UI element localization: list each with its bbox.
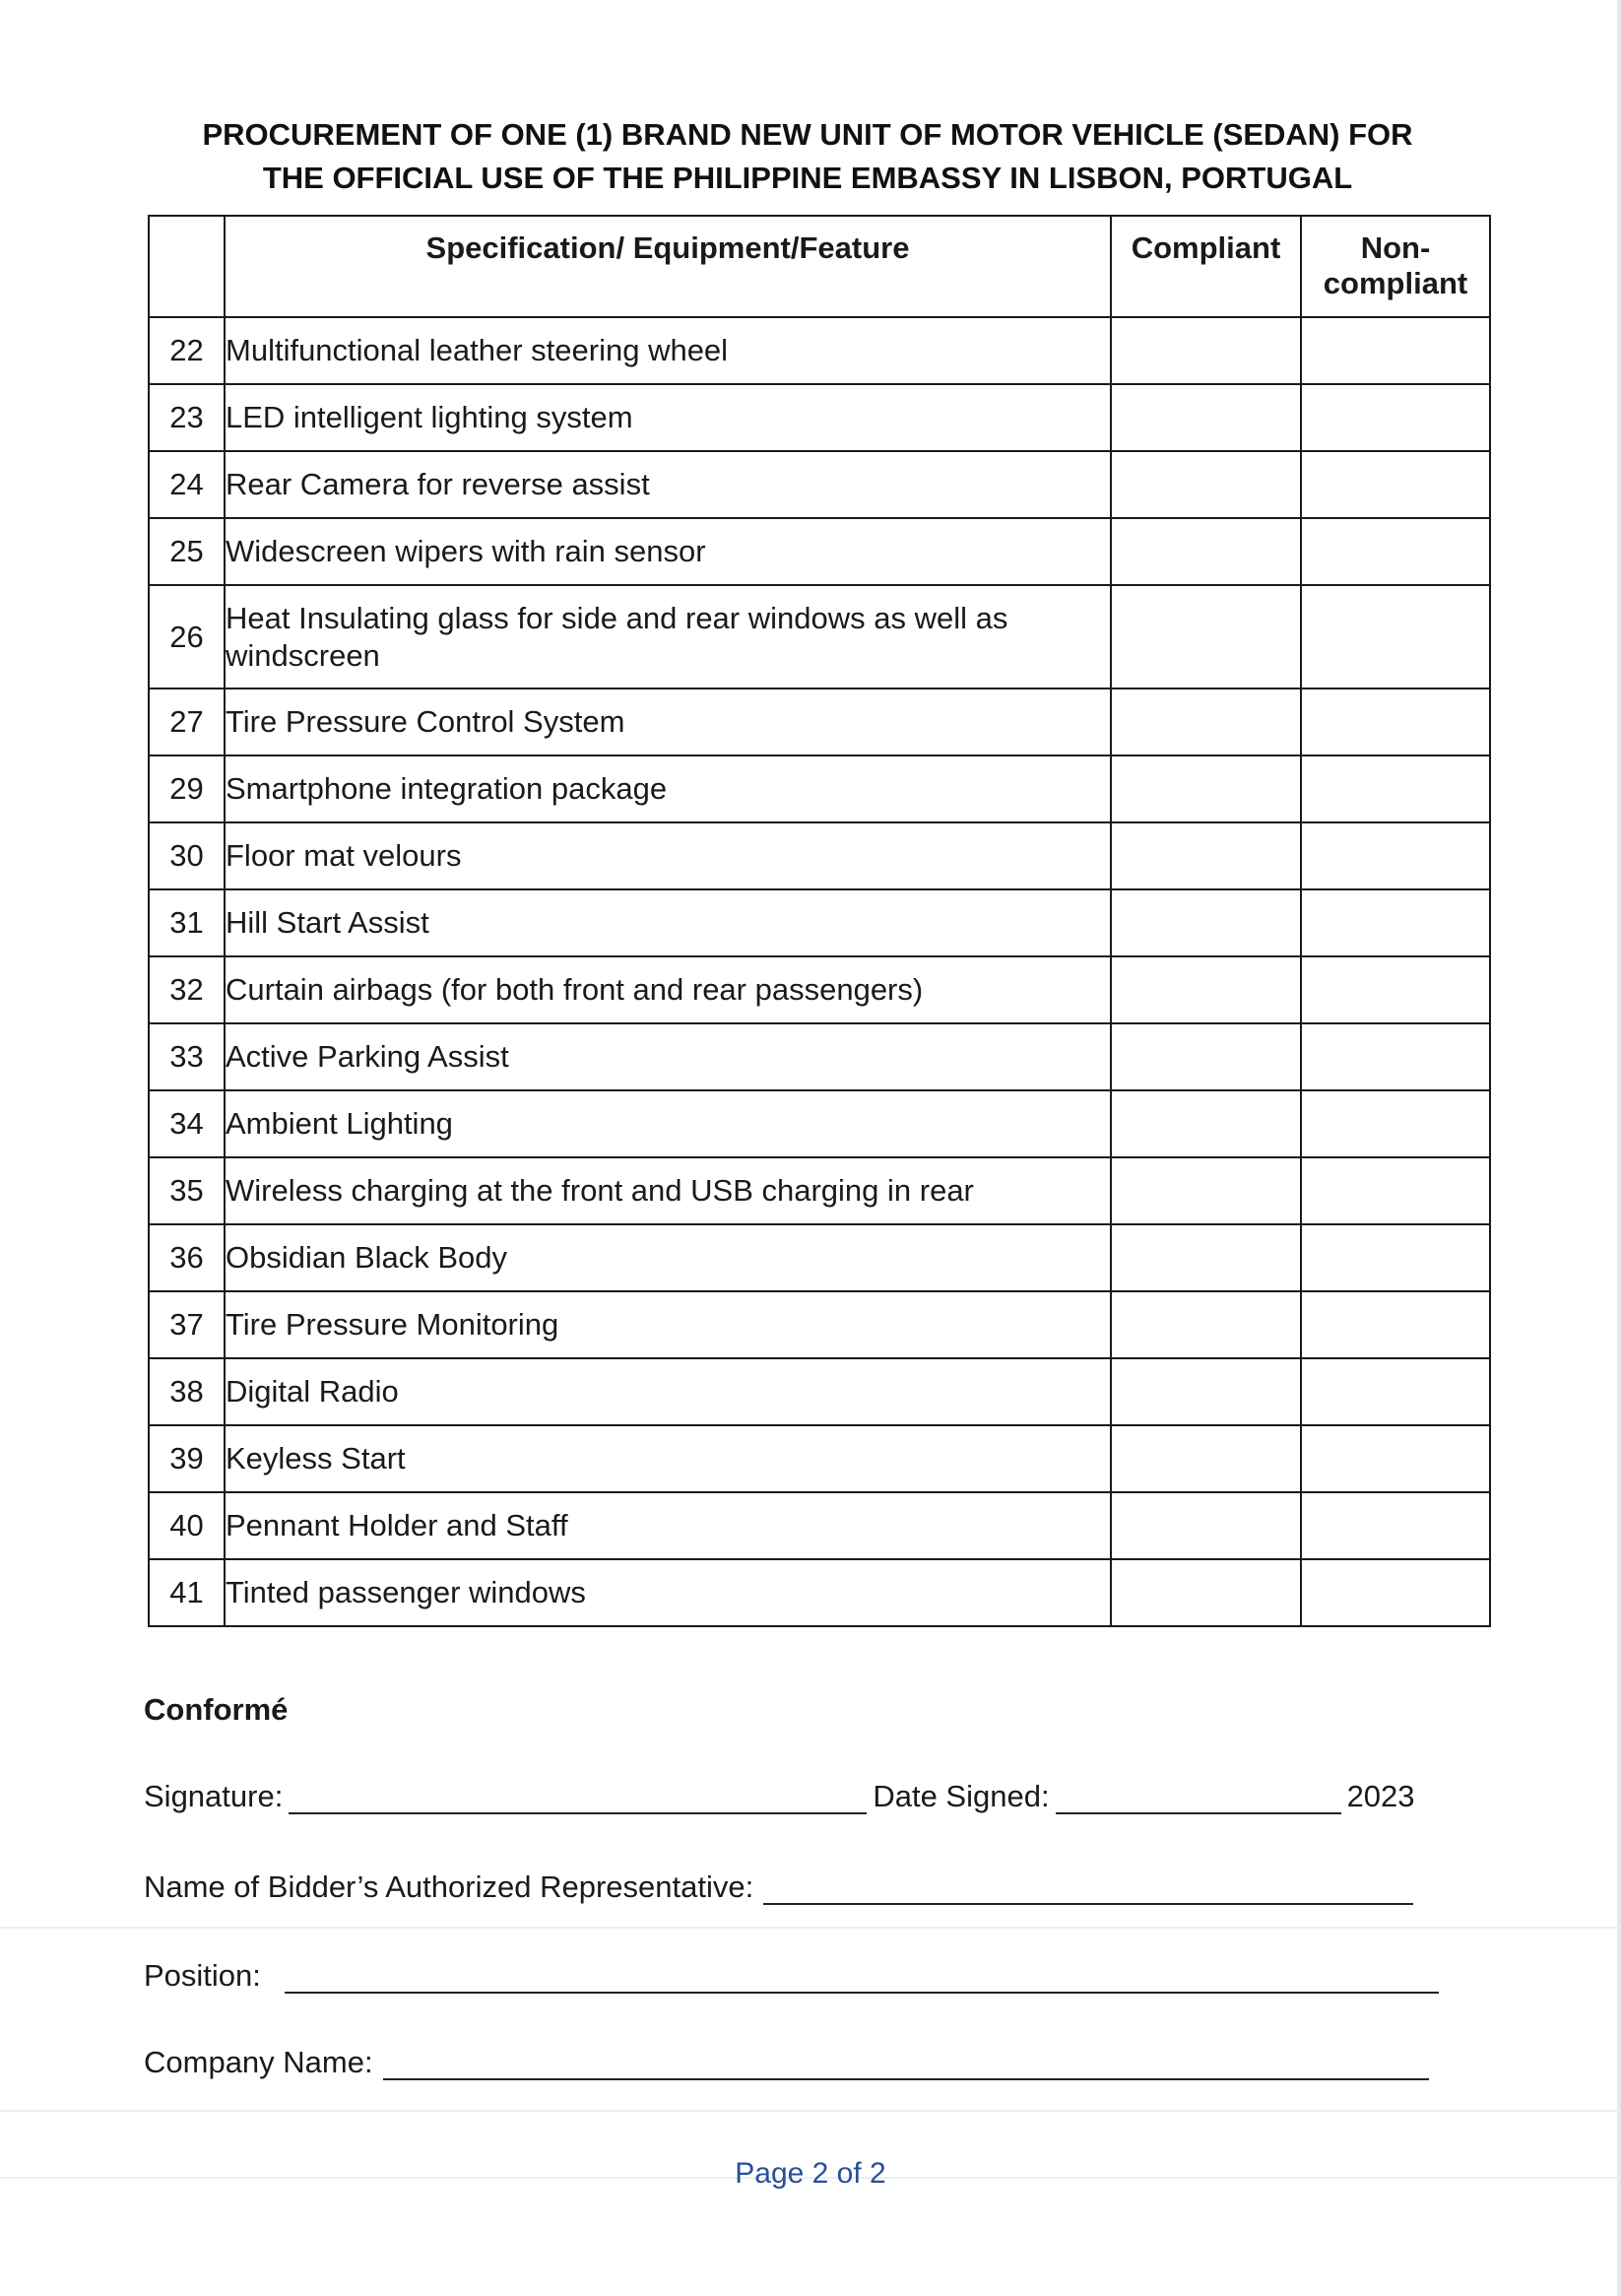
document-title	[138, 113, 1477, 200]
compliant-checkbox-cell[interactable]	[1111, 317, 1301, 384]
table-row	[149, 384, 1490, 451]
table-row	[149, 822, 1490, 889]
row-specification: Smartphone integration package	[225, 755, 1111, 822]
non-compliant-checkbox-cell[interactable]	[1301, 1157, 1490, 1224]
scan-line	[0, 1927, 1621, 1929]
table-row	[149, 585, 1490, 689]
non-compliant-checkbox-cell[interactable]	[1301, 689, 1490, 755]
row-specification: Multifunctional leather steering wheel	[225, 317, 1111, 384]
non-compliant-checkbox-cell[interactable]	[1301, 1224, 1490, 1291]
non-compliant-checkbox-cell[interactable]	[1301, 1559, 1490, 1626]
signature-row	[144, 1779, 1415, 1814]
representative-field[interactable]	[763, 1877, 1413, 1905]
table-row	[149, 317, 1490, 384]
title-line-1: PROCUREMENT OF ONE (1) BRAND NEW UNIT OF MOTOR VEHICLE (SEDAN) FOR	[202, 117, 1413, 152]
non-compliant-checkbox-cell[interactable]	[1301, 451, 1490, 518]
table-header-row	[149, 216, 1490, 317]
row-specification: Heat Insulating glass for side and rear windows as well as windscreen	[225, 585, 1111, 689]
compliant-checkbox-cell[interactable]	[1111, 1358, 1301, 1425]
row-specification: Tire Pressure Control System	[225, 689, 1111, 755]
non-compliant-checkbox-cell[interactable]	[1301, 1425, 1490, 1492]
row-specification: Curtain airbags (for both front and rear passengers)	[225, 956, 1111, 1023]
table-row	[149, 451, 1490, 518]
table-row	[149, 1492, 1490, 1559]
table-row	[149, 1157, 1490, 1224]
row-number: 40	[149, 1492, 225, 1559]
table-row	[149, 1090, 1490, 1157]
signature-label: Signature:	[144, 1779, 284, 1813]
non-compliant-checkbox-cell[interactable]	[1301, 1090, 1490, 1157]
date-signed-field[interactable]	[1056, 1787, 1341, 1814]
year-text: 2023	[1346, 1779, 1415, 1813]
compliant-checkbox-cell[interactable]	[1111, 1023, 1301, 1090]
position-row	[144, 1958, 1445, 1994]
compliant-checkbox-cell[interactable]	[1111, 956, 1301, 1023]
page-number: Page 2 of 2	[735, 2157, 886, 2190]
row-specification: Pennant Holder and Staff	[225, 1492, 1111, 1559]
row-specification: Ambient Lighting	[225, 1090, 1111, 1157]
position-label: Position:	[144, 1958, 261, 1993]
non-compliant-checkbox-cell[interactable]	[1301, 1492, 1490, 1559]
non-compliant-checkbox-cell[interactable]	[1301, 1291, 1490, 1358]
compliant-checkbox-cell[interactable]	[1111, 585, 1301, 689]
compliant-checkbox-cell[interactable]	[1111, 1492, 1301, 1559]
table-row	[149, 889, 1490, 956]
non-compliant-checkbox-cell[interactable]	[1301, 384, 1490, 451]
row-specification: Tinted passenger windows	[225, 1559, 1111, 1626]
row-number: 25	[149, 518, 225, 585]
title-line-2: THE OFFICIAL USE OF THE PHILIPPINE EMBASSY IN LISBON, PORTUGAL	[262, 161, 1353, 195]
row-number: 24	[149, 451, 225, 518]
row-number: 41	[149, 1559, 225, 1626]
row-number: 37	[149, 1291, 225, 1358]
compliant-checkbox-cell[interactable]	[1111, 822, 1301, 889]
row-number: 30	[149, 822, 225, 889]
representative-label: Name of Bidder’s Authorized Representative:	[144, 1870, 754, 1904]
header-number	[149, 216, 225, 317]
non-compliant-checkbox-cell[interactable]	[1301, 956, 1490, 1023]
row-specification: Floor mat velours	[225, 822, 1111, 889]
date-signed-label: Date Signed:	[873, 1779, 1050, 1813]
compliant-checkbox-cell[interactable]	[1111, 689, 1301, 755]
row-specification: Tire Pressure Monitoring	[225, 1291, 1111, 1358]
row-number: 32	[149, 956, 225, 1023]
compliant-checkbox-cell[interactable]	[1111, 755, 1301, 822]
row-number: 33	[149, 1023, 225, 1090]
row-number: 34	[149, 1090, 225, 1157]
compliant-checkbox-cell[interactable]	[1111, 384, 1301, 451]
page-edge	[1617, 0, 1621, 2296]
row-specification: Obsidian Black Body	[225, 1224, 1111, 1291]
row-number: 31	[149, 889, 225, 956]
compliant-checkbox-cell[interactable]	[1111, 518, 1301, 585]
non-compliant-checkbox-cell[interactable]	[1301, 889, 1490, 956]
row-number: 26	[149, 585, 225, 689]
scan-line	[0, 2110, 1621, 2112]
row-number: 22	[149, 317, 225, 384]
row-number: 39	[149, 1425, 225, 1492]
table-row	[149, 1023, 1490, 1090]
row-specification: Widescreen wipers with rain sensor	[225, 518, 1111, 585]
header-compliant: Compliant	[1111, 216, 1301, 317]
non-compliant-checkbox-cell[interactable]	[1301, 518, 1490, 585]
non-compliant-checkbox-cell[interactable]	[1301, 822, 1490, 889]
compliant-checkbox-cell[interactable]	[1111, 1291, 1301, 1358]
table-row	[149, 1224, 1490, 1291]
row-specification: LED intelligent lighting system	[225, 384, 1111, 451]
row-specification: Digital Radio	[225, 1358, 1111, 1425]
table-row	[149, 1291, 1490, 1358]
compliant-checkbox-cell[interactable]	[1111, 1224, 1301, 1291]
compliant-checkbox-cell[interactable]	[1111, 1090, 1301, 1157]
table-row	[149, 956, 1490, 1023]
company-row	[144, 2045, 1435, 2080]
row-specification: Rear Camera for reverse assist	[225, 451, 1111, 518]
representative-row	[144, 1870, 1419, 1905]
row-number: 23	[149, 384, 225, 451]
conforme-heading: Conformé	[144, 1692, 289, 1727]
header-specification: Specification/ Equipment/Feature	[225, 216, 1111, 317]
compliant-checkbox-cell[interactable]	[1111, 1157, 1301, 1224]
company-label: Company Name:	[144, 2045, 373, 2079]
row-number: 36	[149, 1224, 225, 1291]
row-number: 35	[149, 1157, 225, 1224]
company-field[interactable]	[383, 2053, 1429, 2080]
table-row	[149, 689, 1490, 755]
table-row	[149, 1358, 1490, 1425]
row-number: 27	[149, 689, 225, 755]
row-specification: Wireless charging at the front and USB charging in rear	[225, 1157, 1111, 1224]
row-specification: Keyless Start	[225, 1425, 1111, 1492]
table-row	[149, 755, 1490, 822]
table-row	[149, 1559, 1490, 1626]
table-row	[149, 1425, 1490, 1492]
table-row	[149, 518, 1490, 585]
non-compliant-checkbox-cell[interactable]	[1301, 755, 1490, 822]
non-compliant-checkbox-cell[interactable]	[1301, 1023, 1490, 1090]
row-number: 38	[149, 1358, 225, 1425]
compliant-checkbox-cell[interactable]	[1111, 451, 1301, 518]
row-specification: Hill Start Assist	[225, 889, 1111, 956]
compliant-checkbox-cell[interactable]	[1111, 1425, 1301, 1492]
compliant-checkbox-cell[interactable]	[1111, 1559, 1301, 1626]
non-compliant-checkbox-cell[interactable]	[1301, 585, 1490, 689]
row-number: 29	[149, 755, 225, 822]
non-compliant-checkbox-cell[interactable]	[1301, 317, 1490, 384]
non-compliant-checkbox-cell[interactable]	[1301, 1358, 1490, 1425]
position-field[interactable]	[285, 1966, 1439, 1994]
specification-table	[148, 215, 1491, 1627]
compliant-checkbox-cell[interactable]	[1111, 889, 1301, 956]
row-specification: Active Parking Assist	[225, 1023, 1111, 1090]
signature-field[interactable]	[289, 1787, 867, 1814]
header-non-compliant: Non-compliant	[1301, 216, 1490, 317]
